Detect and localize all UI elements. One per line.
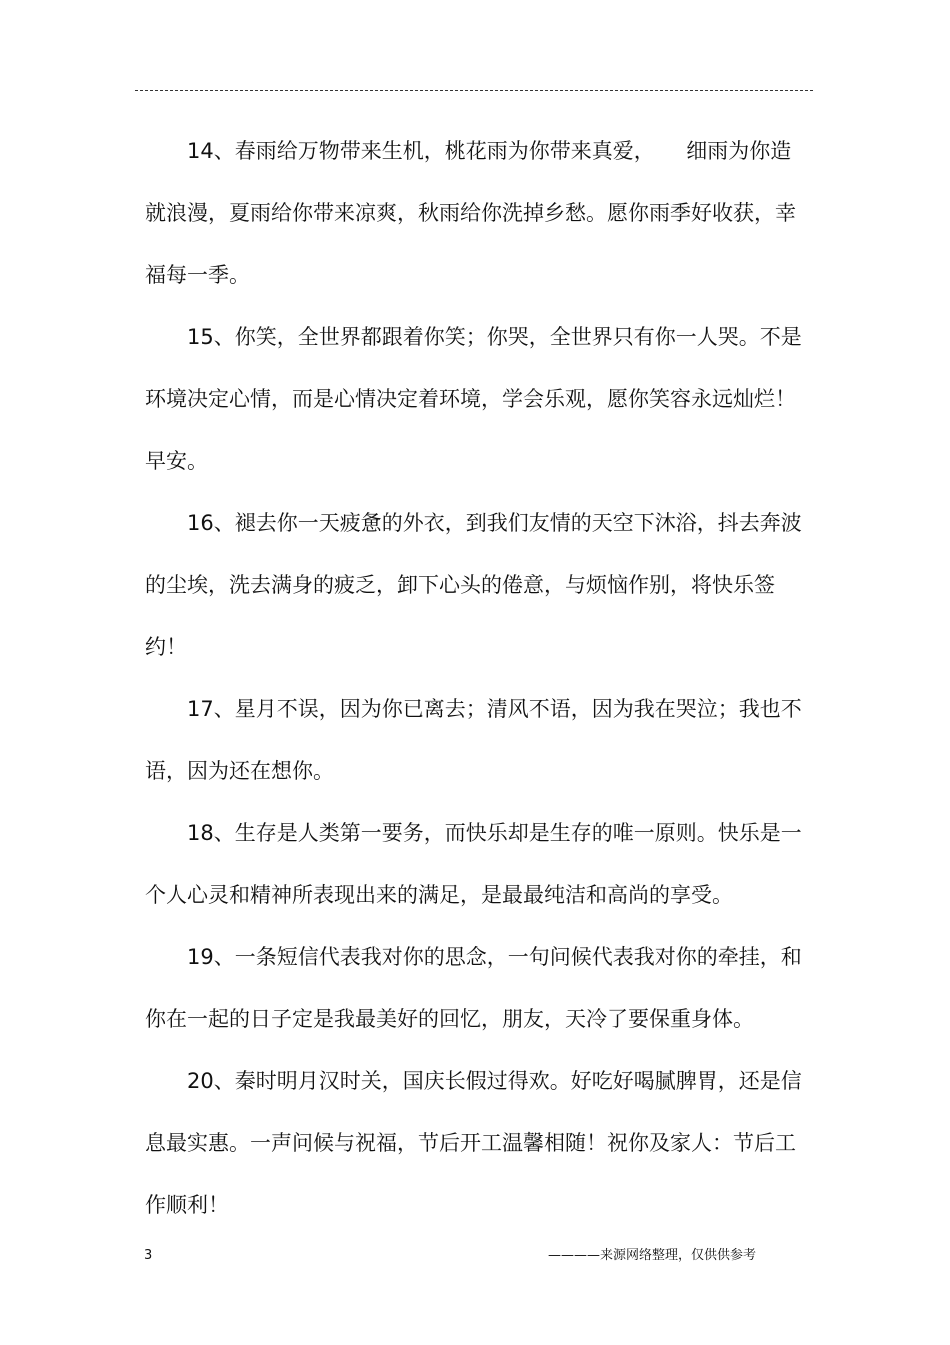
document-body	[145, 120, 805, 1236]
paragraph-20: 20、秦时明月汉时关，国庆长假过得欢。好吃好喝腻脾胃，还是信息最实惠。一声问候与祝福，节后开工温馨相随！祝你及家人：节后工作顺利！	[145, 1069, 802, 1217]
paragraph-19: 19、一条短信代表我对你的思念，一句问候代表我对你的牵挂，和你在一起的日子定是我最美好的回忆，朋友，天冷了要保重身体。	[145, 945, 802, 1031]
paragraph-18: 18、生存是人类第一要务，而快乐却是生存的唯一原则。快乐是一个人心灵和精神所表现出来的满足，是最最纯洁和高尚的享受。	[145, 821, 802, 907]
footer-source-note: ————来源网络整理，仅供供参考	[548, 1248, 757, 1263]
paragraph-17: 17、星月不误，因为你已离去；清风不语，因为我在哭泣；我也不语，因为还在想你。	[145, 697, 802, 783]
paragraph-16: 16、褪去你一天疲惫的外衣，到我们友情的天空下沐浴，抖去奔波的尘埃，洗去满身的疲乏，卸下心头的倦意，与烦恼作别，将快乐签约！	[145, 511, 802, 659]
page-number: 3	[144, 1248, 153, 1263]
header-divider	[135, 90, 813, 91]
paragraph-14: 14、春雨给万物带来生机，桃花雨为你带来真爱， 细雨为你造就浪漫，夏雨给你带来凉爽，秋雨给你洗掉乡愁。愿你雨季好收获，幸福每一季。	[145, 139, 796, 287]
paragraph-15: 15、你笑，全世界都跟着你笑；你哭，全世界只有你一人哭。不是环境决定心情，而是心情决定着环境，学会乐观，愿你笑容永远灿烂！早安。	[145, 325, 802, 473]
